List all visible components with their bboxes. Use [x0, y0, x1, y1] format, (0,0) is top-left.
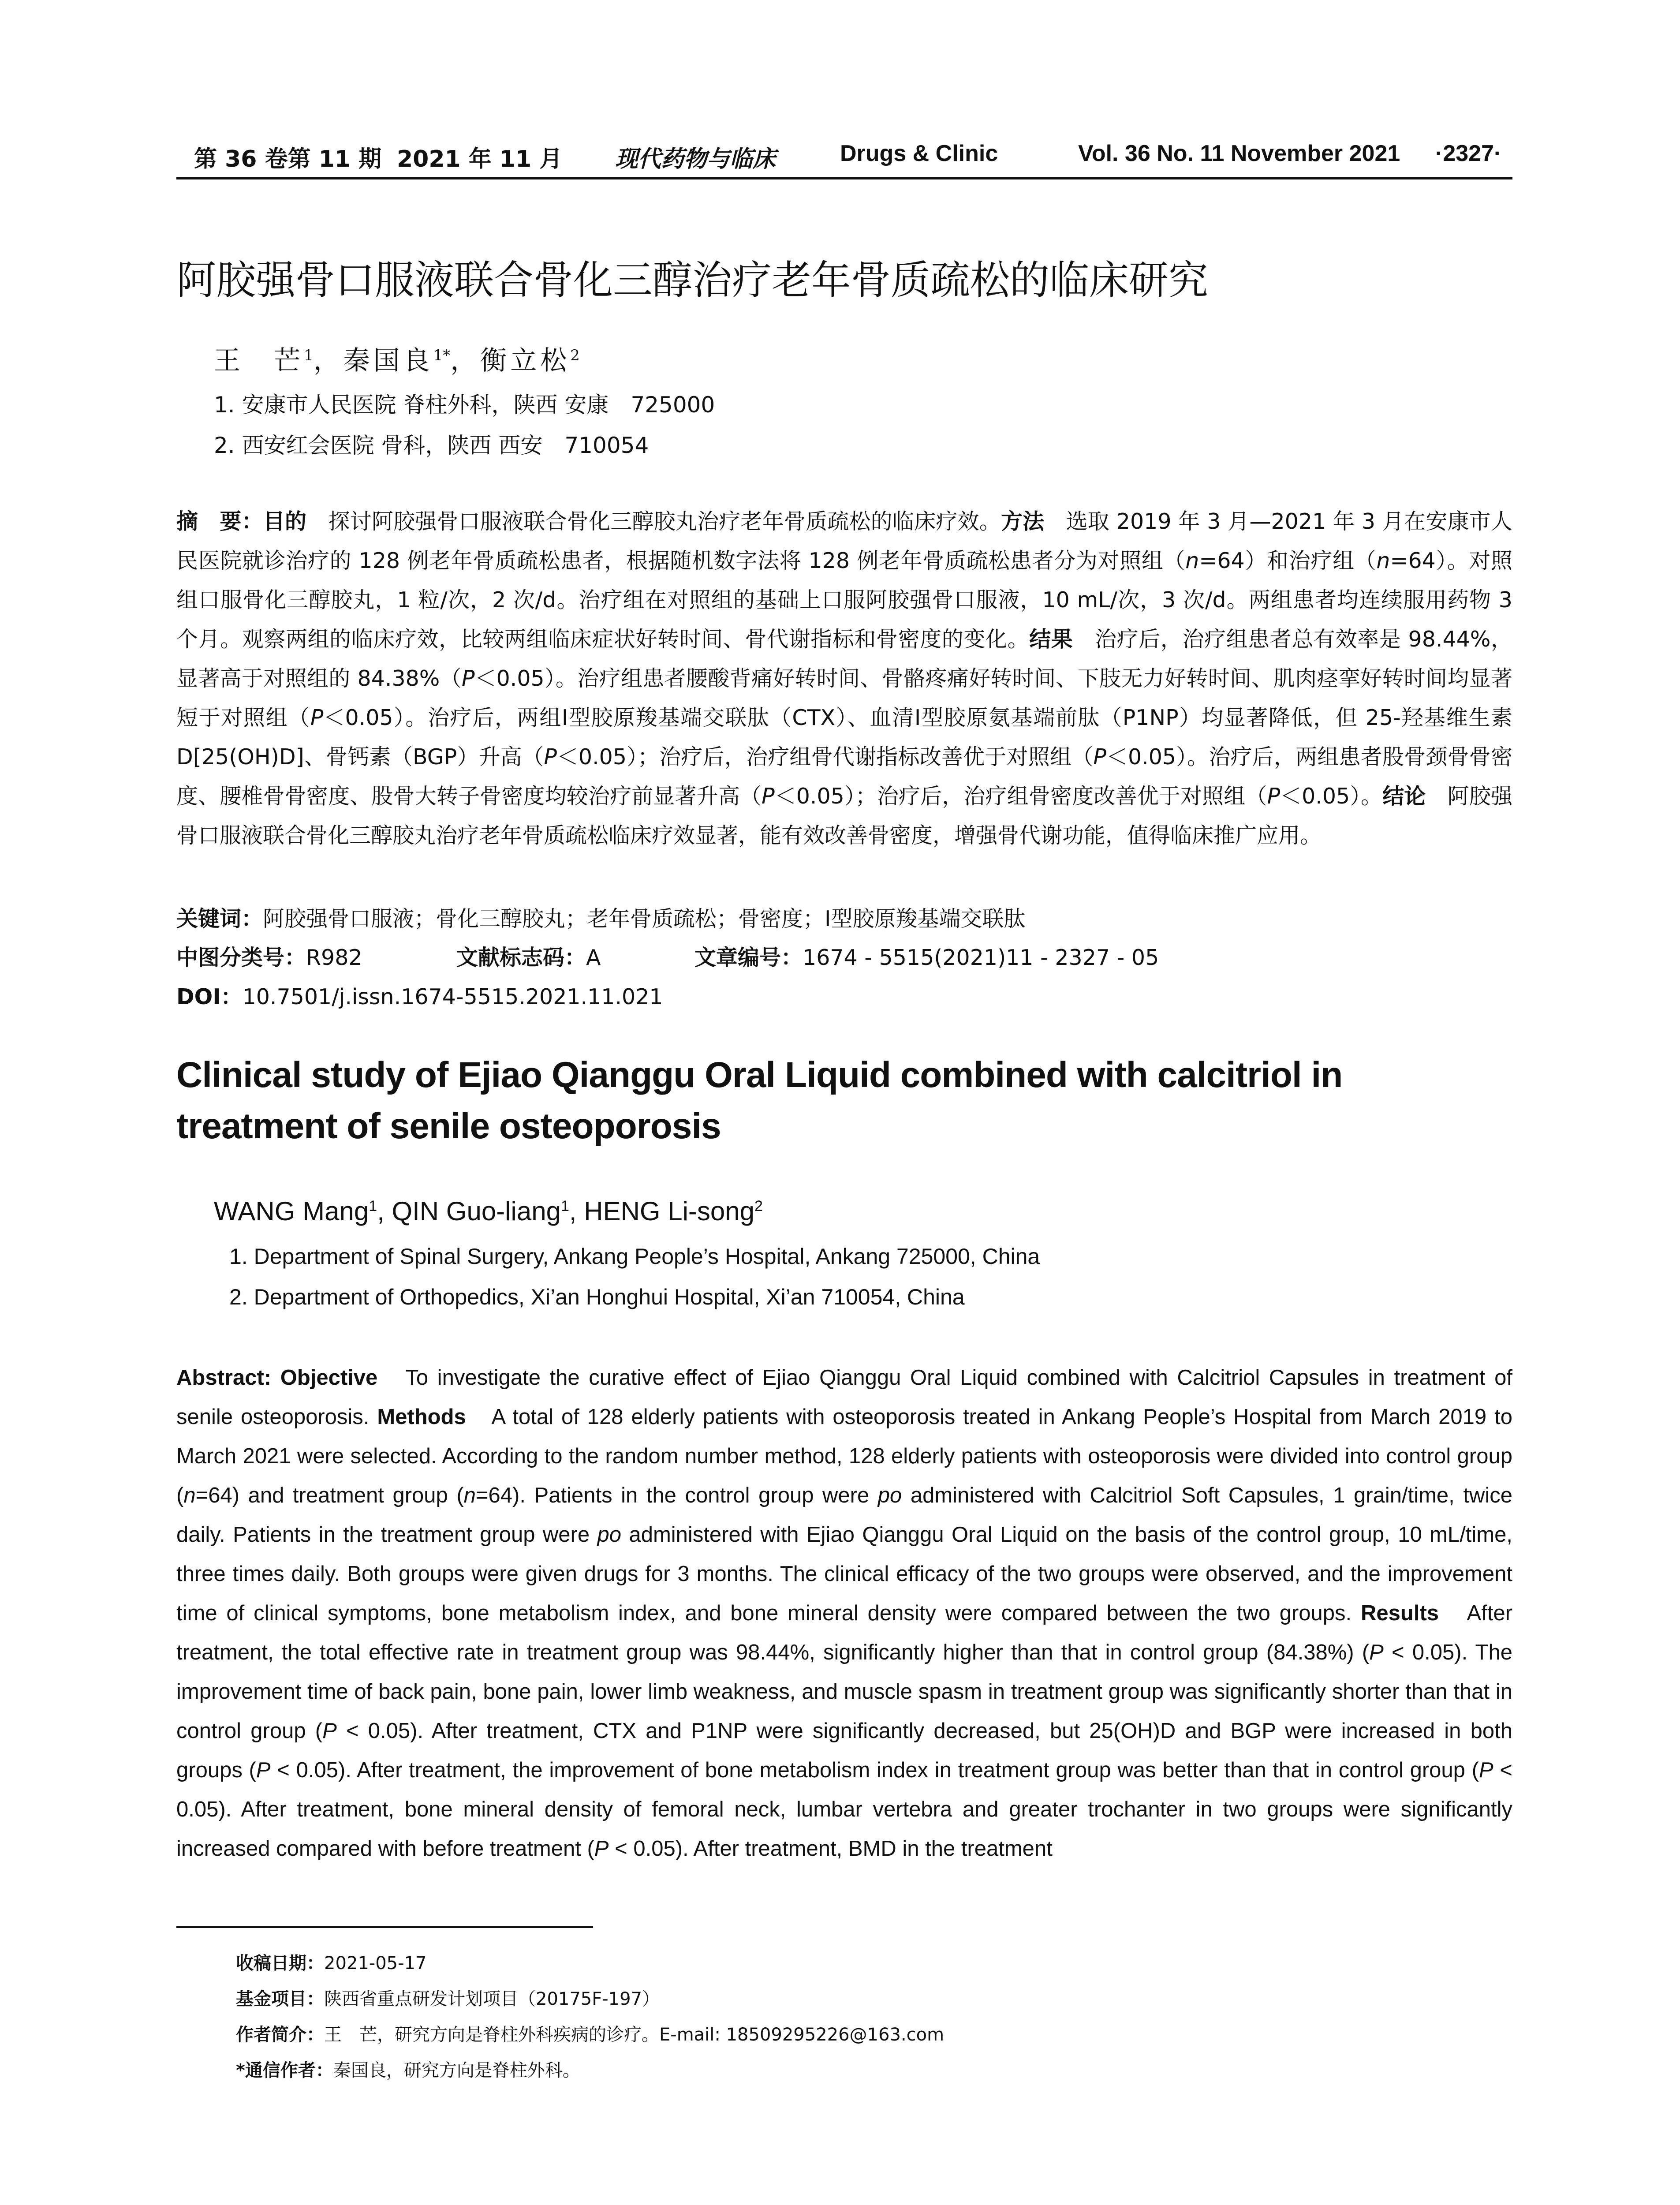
- p-symbol: P: [1369, 1641, 1384, 1664]
- article-number-value: 1674 - 5515(2021)11 - 2327 - 05: [803, 945, 1159, 970]
- author-zh-2: 秦国良: [343, 345, 433, 376]
- footnote-fund: [236, 1985, 660, 2010]
- n-symbol: n: [1376, 548, 1390, 573]
- results-text-en: < 0.05). After treatment, BMD in the treatment: [609, 1837, 1053, 1861]
- doi-label: DOI：: [176, 984, 243, 1009]
- received-value: 2021-05-17: [324, 1953, 427, 1973]
- p-symbol: P: [762, 784, 775, 809]
- methods-text-en: =64) and treatment group (: [195, 1484, 464, 1507]
- received-label: 收稿日期：: [236, 1953, 324, 1973]
- affiliation-en-2: 2. Department of Orthopedics, Xi’an Honghui Hospital, Xi’an 710054, China: [229, 1285, 965, 1309]
- document-code: [456, 941, 601, 972]
- results-text-zh: ＜0.05）。治疗组患者腰酸背痛好转时间、骨骼疼痛好转时间、下肢无力好转时间、肌肉痉挛好转时间均显著短于对照组（: [176, 666, 1512, 730]
- p-symbol: P: [462, 666, 475, 691]
- methods-text-zh: =64）。对照组口服骨化三醇胶丸，1 粒/次，2 次/d。治疗组在对照组的基础上口服阿胶强骨口服液，10 mL/次，3 次/d。两组患者均连续服用药物 3 个月。观察两组的临床疗效，比较两组临床症状好转时间、骨代谢指标和骨密度的变化。: [176, 548, 1512, 652]
- author-en-3-affil: 2: [754, 1198, 763, 1215]
- results-text-en: < 0.05). After treatment, the improvement of bone metabolism index in treatment group was better than that in control group (: [270, 1758, 1479, 1782]
- article-number: [694, 941, 1159, 972]
- abstract-en-label: Abstract: Objective: [176, 1366, 378, 1390]
- author-bio-value: 王 芒，研究方向是脊柱外科疾病的诊疗。E-mail: 18509295226@163.com: [324, 2025, 945, 2045]
- p-symbol: P: [310, 705, 324, 730]
- doc-code-label: 文献标志码：: [456, 945, 586, 970]
- results-text-zh: ＜0.05）；治疗后，治疗组骨密度改善优于对照组（: [774, 784, 1267, 809]
- results-text-zh: ＜0.05）。治疗后，两组患者股骨颈骨骨密度、腰椎骨骨密度、股骨大转子骨密度均较治疗前显著升高（: [176, 744, 1513, 809]
- methods-label-en: Methods: [377, 1405, 466, 1429]
- p-symbol: P: [322, 1719, 337, 1743]
- author-en-2: , QIN Guo-liang: [377, 1196, 561, 1226]
- n-symbol: n: [183, 1484, 196, 1507]
- methods-text-en: administered with Calcitriol Soft Capsules, 1 grain/time, twice daily. Patients in the treatment group were: [176, 1484, 1512, 1547]
- methods-label-zh: 方法: [1001, 509, 1045, 534]
- results-text-en: < 0.05). After treatment, bone mineral density of femoral neck, lumbar vertebra and greater trochanter in two groups were significantly increased compared with before treatment (: [176, 1758, 1512, 1861]
- footnote-received: [236, 1949, 426, 1974]
- objective-text-zh: 探讨阿胶强骨口服液联合骨化三醇胶丸治疗老年骨质疏松的临床疗效。: [306, 509, 1001, 534]
- abstract-zh-label: 摘 要：: [176, 509, 263, 534]
- affiliation-en-1: 1. Department of Spinal Surgery, Ankang People’s Hospital, Ankang 725000, China: [229, 1244, 1040, 1269]
- results-text-zh: 治疗后，治疗组患者总有效率是 98.44%，显著高于对照组的 84.38%（: [176, 627, 1512, 691]
- n-symbol: n: [1185, 548, 1199, 573]
- doi-value: 10.7501/j.issn.1674-5515.2021.11.021: [242, 984, 663, 1009]
- results-label-zh: 结果: [1029, 627, 1073, 652]
- fund-value: 陕西省重点研发计划项目（20175F-197）: [324, 1989, 660, 2009]
- p-symbol: P: [1093, 744, 1106, 770]
- author-zh-2-affil: 1*: [433, 347, 451, 364]
- objective-label-zh: 目的: [263, 509, 307, 534]
- header-rule: [176, 177, 1512, 179]
- p-symbol: P: [1267, 784, 1281, 809]
- authors-zh: [214, 340, 580, 377]
- corresponding-label: *通信作者：: [236, 2060, 333, 2081]
- author-separator: ，: [450, 345, 481, 376]
- title-zh: 阿胶强骨口服液联合骨化三醇治疗老年骨质疏松的临床研究: [176, 257, 1208, 303]
- header-page-number: ·2327·: [1435, 141, 1502, 166]
- author-zh-1-affil: 1: [304, 347, 314, 364]
- author-bio-label: 作者简介：: [236, 2025, 324, 2045]
- objective-text-en: To investigate the curative effect of Ejiao Qianggu Oral Liquid combined with Calcitriol Capsules in treatment of senile osteoporosis.: [176, 1366, 1512, 1429]
- author-separator: ，: [313, 345, 343, 376]
- author-en-3: , HENG Li-song: [569, 1196, 755, 1226]
- conclusion-label-zh: 结论: [1382, 784, 1426, 809]
- authors-en: [214, 1196, 763, 1226]
- fund-label: 基金项目：: [236, 1989, 324, 2009]
- results-text-en: < 0.05). After treatment, CTX and P1NP were significantly decreased, but 25(OH)D and BGP were increased in both groups (: [176, 1719, 1512, 1782]
- author-en-1-affil: 1: [369, 1198, 377, 1215]
- results-text-en: < 0.05). The improvement time of back pain, bone pain, lower limb weakness, and muscle spasm in treatment group was significantly shorter than that in control group (: [176, 1641, 1512, 1743]
- keywords-label: 关键词：: [176, 906, 263, 931]
- methods-text-zh: =64）和治疗组（: [1199, 548, 1377, 573]
- abstract-en: [176, 1358, 1512, 1869]
- clc-value: R982: [306, 945, 362, 970]
- results-text-en: After treatment, the total effective rate in treatment group was 98.44%, significantly higher than that in control group (84.38%) (: [176, 1601, 1513, 1664]
- header-journal-en: Drugs & Clinic: [840, 141, 998, 166]
- corresponding-value: 秦国良，研究方向是脊柱外科。: [333, 2060, 580, 2081]
- methods-text-en: A total of 128 elderly patients with osteoporosis treated in Ankang People’s Hospital from March 2019 to March 2021 were selected. According to the random number method, 128 elderly patients with osteoporosis were divided into control group (: [176, 1405, 1512, 1507]
- affiliation-zh-1: 1. 安康市人民医院 脊柱外科，陕西 安康 725000: [214, 392, 715, 418]
- po-term: po: [877, 1484, 902, 1507]
- header-journal-zh: 现代药物与临床: [615, 146, 776, 172]
- keywords-value: 阿胶强骨口服液；骨化三醇胶丸；老年骨质疏松；骨密度；Ⅰ型胶原羧基端交联肽: [263, 906, 1026, 931]
- methods-text-en: administered with Ejiao Qianggu Oral Liquid on the basis of the control group, 10 mL/time, three times daily. Both groups were given drugs for 3 months. The clinical efficacy of the two groups were observed, and the improvement time of clinical symptoms, bone metabolism index, and bone mineral density were compared between the two groups.: [176, 1523, 1512, 1625]
- p-symbol: P: [1478, 1758, 1493, 1782]
- doc-code-value: A: [586, 945, 601, 970]
- title-en: Clinical study of Ejiao Qianggu Oral Liquid combined with calcitriol in treatment of senile osteoporosis: [176, 1055, 1343, 1146]
- conclusion-text-zh: 阿胶强骨口服液联合骨化三醇胶丸治疗老年骨质疏松临床疗效显著，能有效改善骨密度，增强骨代谢功能，值得临床推广应用。: [176, 784, 1512, 848]
- methods-text-zh: 选取 2019 年 3 月—2021 年 3 月在安康市人民医院就诊治疗的 128 例老年骨质疏松患者，根据随机数字法将 128 例老年骨质疏松患者分为对照组（: [176, 509, 1512, 573]
- author-zh-1: 王 芒: [214, 345, 304, 376]
- header-date-zh: 2021 年 11 月: [397, 146, 563, 172]
- results-text-zh: ＜0.05）。治疗后，两组Ⅰ型胶原羧基端交联肽（CTX）、血清Ⅰ型胶原氨基端前肽（P1NP）均显著降低，但 25-羟基维生素 D[25(OH)D]、骨钙素（BGP）升高（: [176, 705, 1512, 770]
- results-text-zh: ＜0.05）。: [1280, 784, 1383, 809]
- footnote-corresponding: [236, 2056, 580, 2082]
- n-symbol: n: [463, 1484, 476, 1507]
- article-number-label: 文章编号：: [694, 945, 803, 970]
- keywords-zh: [176, 902, 1025, 933]
- methods-text-en: =64). Patients in the control group were: [475, 1484, 878, 1507]
- abstract-zh: [176, 502, 1512, 855]
- p-symbol: P: [594, 1837, 609, 1861]
- results-label-en: Results: [1361, 1601, 1439, 1625]
- author-zh-3-affil: 2: [570, 347, 580, 364]
- clc-label: 中图分类号：: [176, 945, 306, 970]
- doi: [176, 980, 663, 1011]
- results-text-zh: ＜0.05）；治疗后，治疗组骨代谢指标改善优于对照组（: [556, 744, 1094, 770]
- header-volume-en: Vol. 36 No. 11 November 2021: [1078, 141, 1400, 166]
- footnote-rule: [176, 1926, 593, 1928]
- po-term: po: [597, 1523, 622, 1547]
- affiliation-zh-2: 2. 西安红会医院 骨科，陕西 西安 710054: [214, 433, 649, 458]
- footnote-author: [236, 2021, 944, 2046]
- p-symbol: P: [544, 744, 557, 770]
- author-zh-3: 衡立松: [480, 345, 571, 376]
- author-en-1: WANG Mang: [214, 1196, 369, 1226]
- clc-number: [176, 941, 362, 972]
- author-en-2-affil: 1: [560, 1198, 569, 1215]
- p-symbol: P: [256, 1758, 271, 1782]
- header-volume-zh: 第 36 卷第 11 期: [194, 146, 382, 172]
